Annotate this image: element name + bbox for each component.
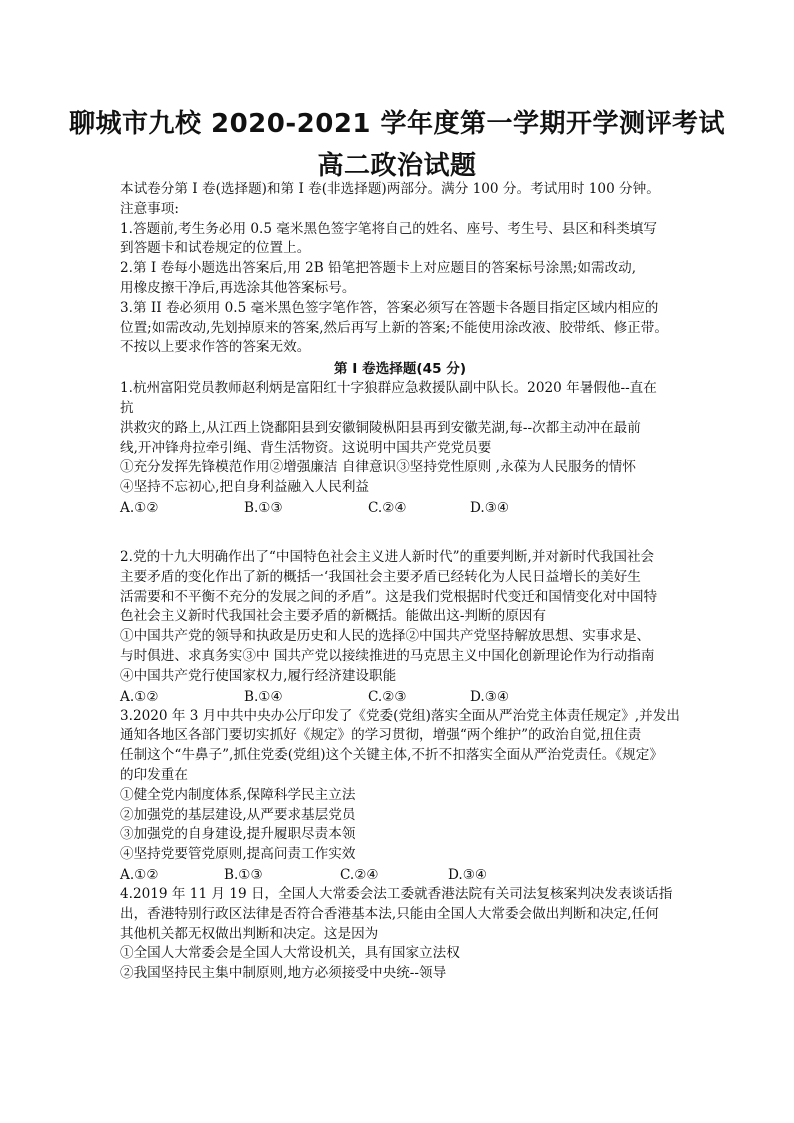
instruction-line: 2.第 I 卷每小题选出答案后,用 2B 铅笔把答题卡上对应题目的答案标号涂黑;如需改动, (120, 260, 637, 277)
question-line: 洪救灾的路上,从江西上饶鄱阳县到安徽铜陵枞阳县再到安徽芜湖,每--次都主动冲在最前 (120, 419, 641, 436)
question-line: ①健全党内制度体系,保障科学民主立法 (120, 786, 356, 803)
option-a: A.①② (120, 866, 159, 883)
instruction-line: 1.答题前,考生务必用 0.5 毫米黑色签字笔将自己的姓名、座号、考生号、县区和科类填写 (120, 220, 657, 237)
option-a: A.①② (120, 499, 159, 516)
option-a: A.①② (120, 688, 159, 705)
question-line: ③加强党的自身建设,提升履职尽责本领 (120, 826, 356, 843)
answer-options (120, 687, 680, 707)
option-c: C.②③ (368, 688, 407, 705)
option-c: C.②④ (368, 499, 407, 516)
question-line: ④坚持党要管党原则,提高问责工作实效 (120, 846, 356, 863)
question-line: ②我国坚持民主集中制原则,地方必须接受中央统--领导 (120, 965, 447, 982)
instruction-line: 本试卷分第 I 卷(选择题)和第 I 卷(非选择题)两部分。满分 100 分。考试用时 100 分钟。 (120, 181, 660, 197)
question-line: ①中国共产党的领导和执政是历史和人民的选择②中国共产党坚持解放思想、实事求是、 (120, 628, 651, 645)
instruction-line: 到答题卡和试卷规定的位置上。 (120, 240, 311, 257)
question-line: 抗 (120, 399, 134, 416)
question-line: 1.杭州富阳党员教师赵利炳是富阳红十字狼群应急救援队副中队长。2020 年暑假他--直在 (120, 380, 657, 397)
question-2 (120, 548, 680, 707)
question-4 (120, 885, 680, 984)
question-line: 色社会主义新时代我国社会主要矛盾的新概括。能做出这-判断的原因有 (120, 608, 546, 625)
question-line: 任制这个“牛鼻子”,抓住党委(党组)这个关键主体,不折不扣落实全面从严治党责任。《规定》 (120, 747, 663, 764)
question-line: 出，香港特别行政区法律是否符合香港基本法,只能由全国人大常委会做出判断和决定,任何 (120, 905, 659, 922)
question-line: 活需要和不平衡不充分的发展之间的矛盾”。这是我们党根据时代变迁和国情变化对中国特 (120, 588, 658, 605)
instruction-line: 位置;如需改动,先划掉原来的答案,然后再写上新的答案;不能使用涂改液、胶带纸、修正带。 (120, 319, 668, 336)
question-1 (120, 379, 680, 518)
question-line: 与时俱进、求真务实③中 国共产党以接续推进的马克思主义中国化创新理论作为行动指南 (120, 647, 655, 664)
section-title: 第 I 卷选择题(45 分) (333, 361, 467, 378)
option-b: B.①③ (244, 499, 283, 516)
question-line: ④坚持不忘初心,把自身利益融入人民利益 (120, 479, 370, 496)
question-line: 的印发重在 (120, 766, 188, 783)
answer-options (120, 865, 680, 885)
question-line: ①全国人大常委会是全国人大常设机关，具有国家立法权 (120, 945, 460, 962)
instruction-line: 注意事项: (120, 200, 179, 217)
question-line: 4.2019 年 11 月 19 日，全国人大常委会法工委就香港法院有关司法复核案判决发表谈话指 (120, 885, 673, 902)
exam-body (120, 180, 680, 984)
option-b: B.①③ (224, 866, 263, 883)
option-b: B.①④ (244, 688, 283, 705)
option-d: D.③④ (470, 499, 510, 516)
question-line: ①充分发挥先锋模范作用②增强廉洁 自律意识③坚持党性原则 ,永葆为人民服务的情怀 (120, 459, 636, 476)
instruction-line: 3.第 II 卷必须用 0.5 毫米黑色签字笔作答，答案必须写在答题卡各题目指定区域内相应的 (120, 299, 659, 316)
answer-options (120, 498, 680, 518)
exam-subtitle: 高二政治试题 (317, 151, 477, 181)
question-line: ②加强党的基层建设,从严要求基层党员 (120, 806, 356, 823)
instruction-line: 不按以上要求作答的答案无效。 (120, 339, 311, 356)
question-line: ④中国共产党行使国家权力,履行经济建设职能 (120, 667, 397, 684)
question-line: 2.党的十九大明确作出了“中国特色社会主义进人新时代”的重要判断,并对新时代我国社会 (120, 548, 655, 565)
question-line: 线,开冲锋舟拉牵引绳、背生活物资。这说明中国共产党党员要 (120, 439, 492, 456)
question-line: 3.2020 年 3 月中共中央办公厅印发了《党委(党组)落实全面从严治党主体责任规定》,并发出 (120, 707, 680, 724)
instruction-line: 用橡皮擦干净后,再选涂其他答案标号。 (120, 279, 356, 296)
question-line: 主要矛盾的变化作出了新的概括一‘我国社会主要矛盾已经转化为人民日益增长的美好生 (120, 568, 641, 585)
option-d: D.③④ (470, 688, 510, 705)
option-d: D.③④ (448, 866, 488, 883)
question-line: 通知各地区各部门要切实抓好《规定》的学习贯彻，增强“两个维护”的政治自觉,扭住责 (120, 727, 642, 744)
question-3 (120, 707, 680, 885)
instructions (120, 180, 680, 358)
question-line: 其他机关都无权做出判断和决定。这是因为 (120, 925, 379, 942)
exam-title: 聊城市九校 2020-2021 学年度第一学期开学测评考试 (68, 109, 726, 139)
option-c: C.②④ (340, 866, 379, 883)
